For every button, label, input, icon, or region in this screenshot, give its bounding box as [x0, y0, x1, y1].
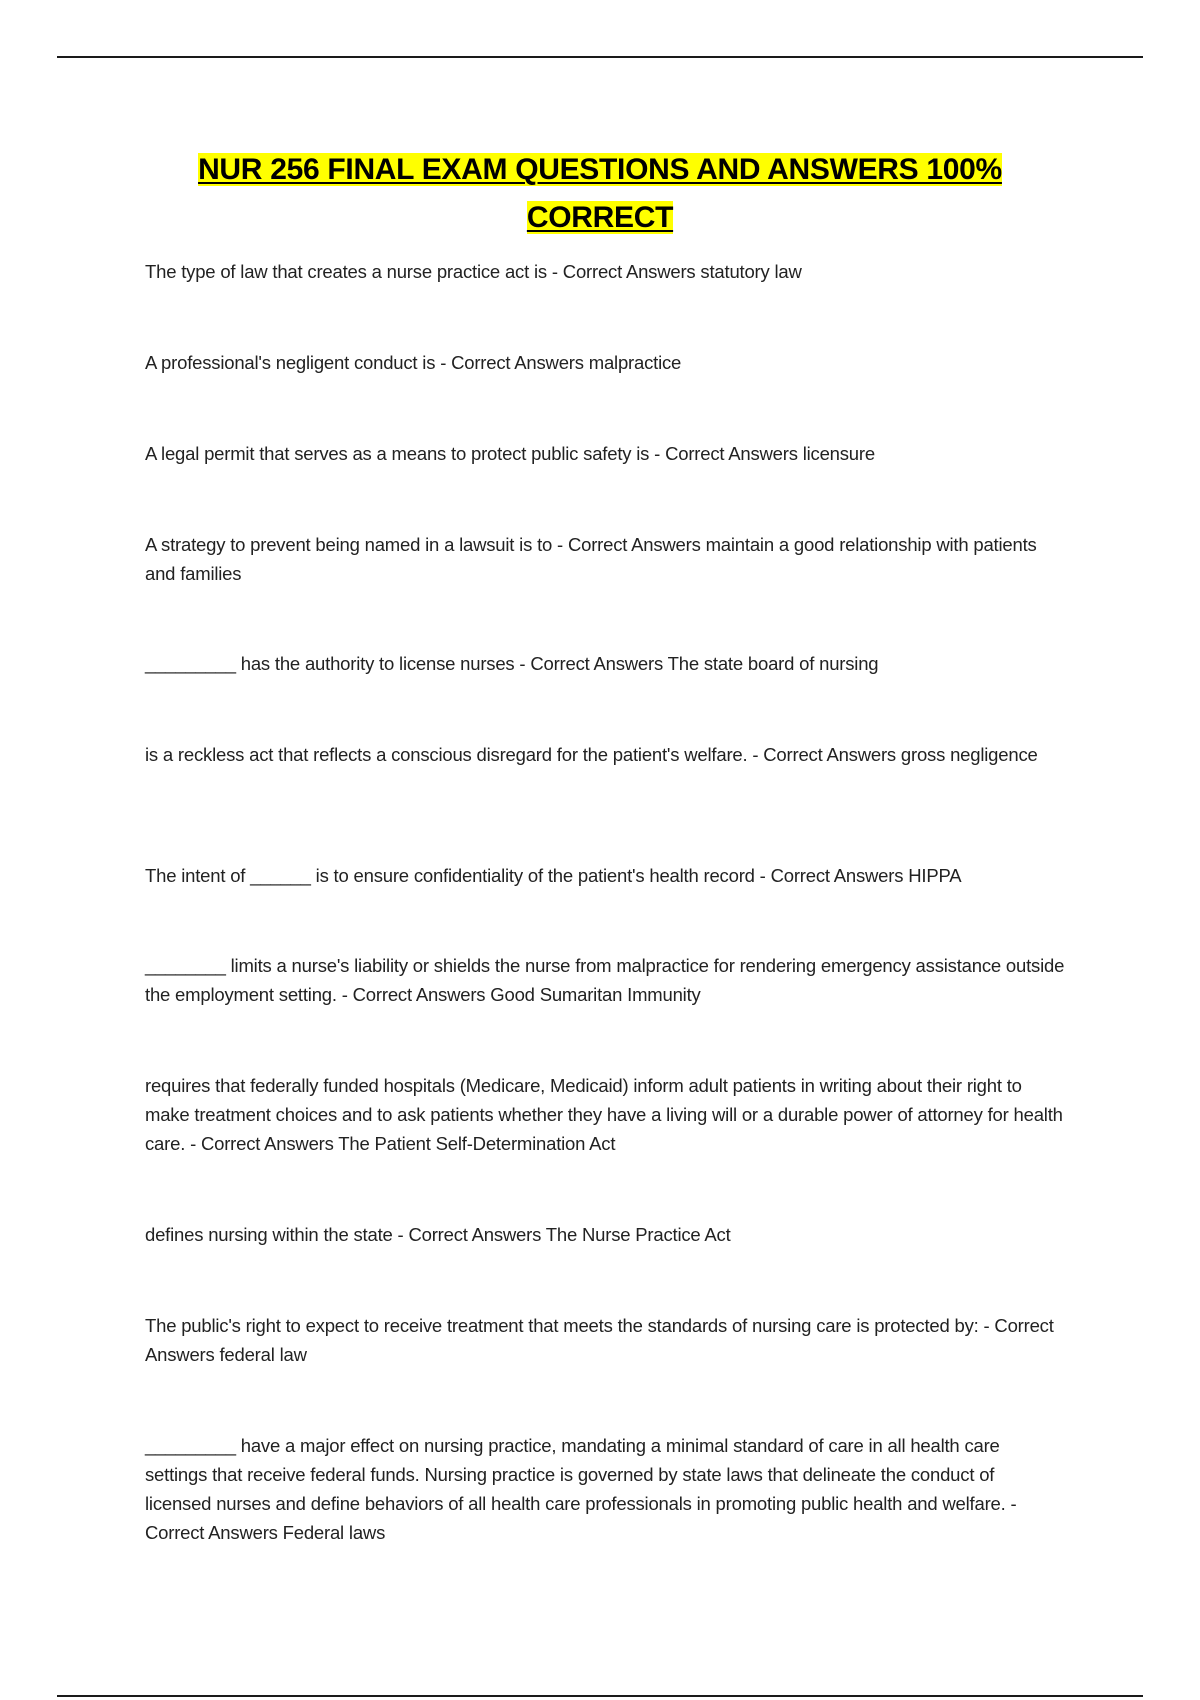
qa-item-10: defines nursing within the state - Correct Answers The Nurse Practice Act — [145, 1224, 731, 1245]
qa-item-11: The public's right to expect to receive treatment that meets the standards of nursing care is protected by: - Correct Answers federal law — [145, 1315, 1054, 1365]
qa-item-7: The intent of ______ is to ensure confidentiality of the patient's health record - Correct Answers HIPPA — [145, 865, 962, 886]
title-line-2: CORRECT — [526, 201, 674, 234]
qa-item-8: ________ limits a nurse's liability or shields the nurse from malpractice for rendering emergency assistance outside the employment setting. - Correct Answers Good Sumaritan Immunity — [145, 955, 1065, 1005]
header-rule — [57, 56, 1143, 58]
qa-item-2: A professional's negligent conduct is - Correct Answers malpractice — [145, 352, 682, 373]
footer-rule — [57, 1695, 1143, 1697]
qa-item-5: _________ has the authority to license nurses - Correct Answers The state board of nursing — [145, 653, 879, 674]
qa-item-4: A strategy to prevent being named in a lawsuit is to - Correct Answers maintain a good relationship with patients and families — [145, 534, 1037, 584]
qa-item-3: A legal permit that serves as a means to protect public safety is - Correct Answers licensure — [145, 443, 875, 464]
qa-item-9: requires that federally funded hospitals (Medicare, Medicaid) inform adult patients in writing about their right to make treatment choices and to ask patients whether they have a living will or a durable power of attorney for health care. - Correct Answers The Patient Self-Determination Act — [145, 1075, 1063, 1154]
qa-item-1: The type of law that creates a nurse practice act is - Correct Answers statutory law — [145, 261, 802, 282]
qa-item-12: _________ have a major effect on nursing practice, mandating a minimal standard of care in all health care settings that receive federal funds. Nursing practice is governed by state laws that delineate the conduct of licensed nurses and define behaviors of all health care professionals in promoting public health and welfare. - Correct Answers Federal laws — [145, 1435, 1017, 1543]
document-title — [100, 146, 1100, 242]
qa-item-6: is a reckless act that reflects a conscious disregard for the patient's welfare. - Correct Answers gross negligence — [145, 744, 1038, 765]
title-line-1: NUR 256 FINAL EXAM QUESTIONS AND ANSWERS 100% — [198, 153, 1002, 186]
